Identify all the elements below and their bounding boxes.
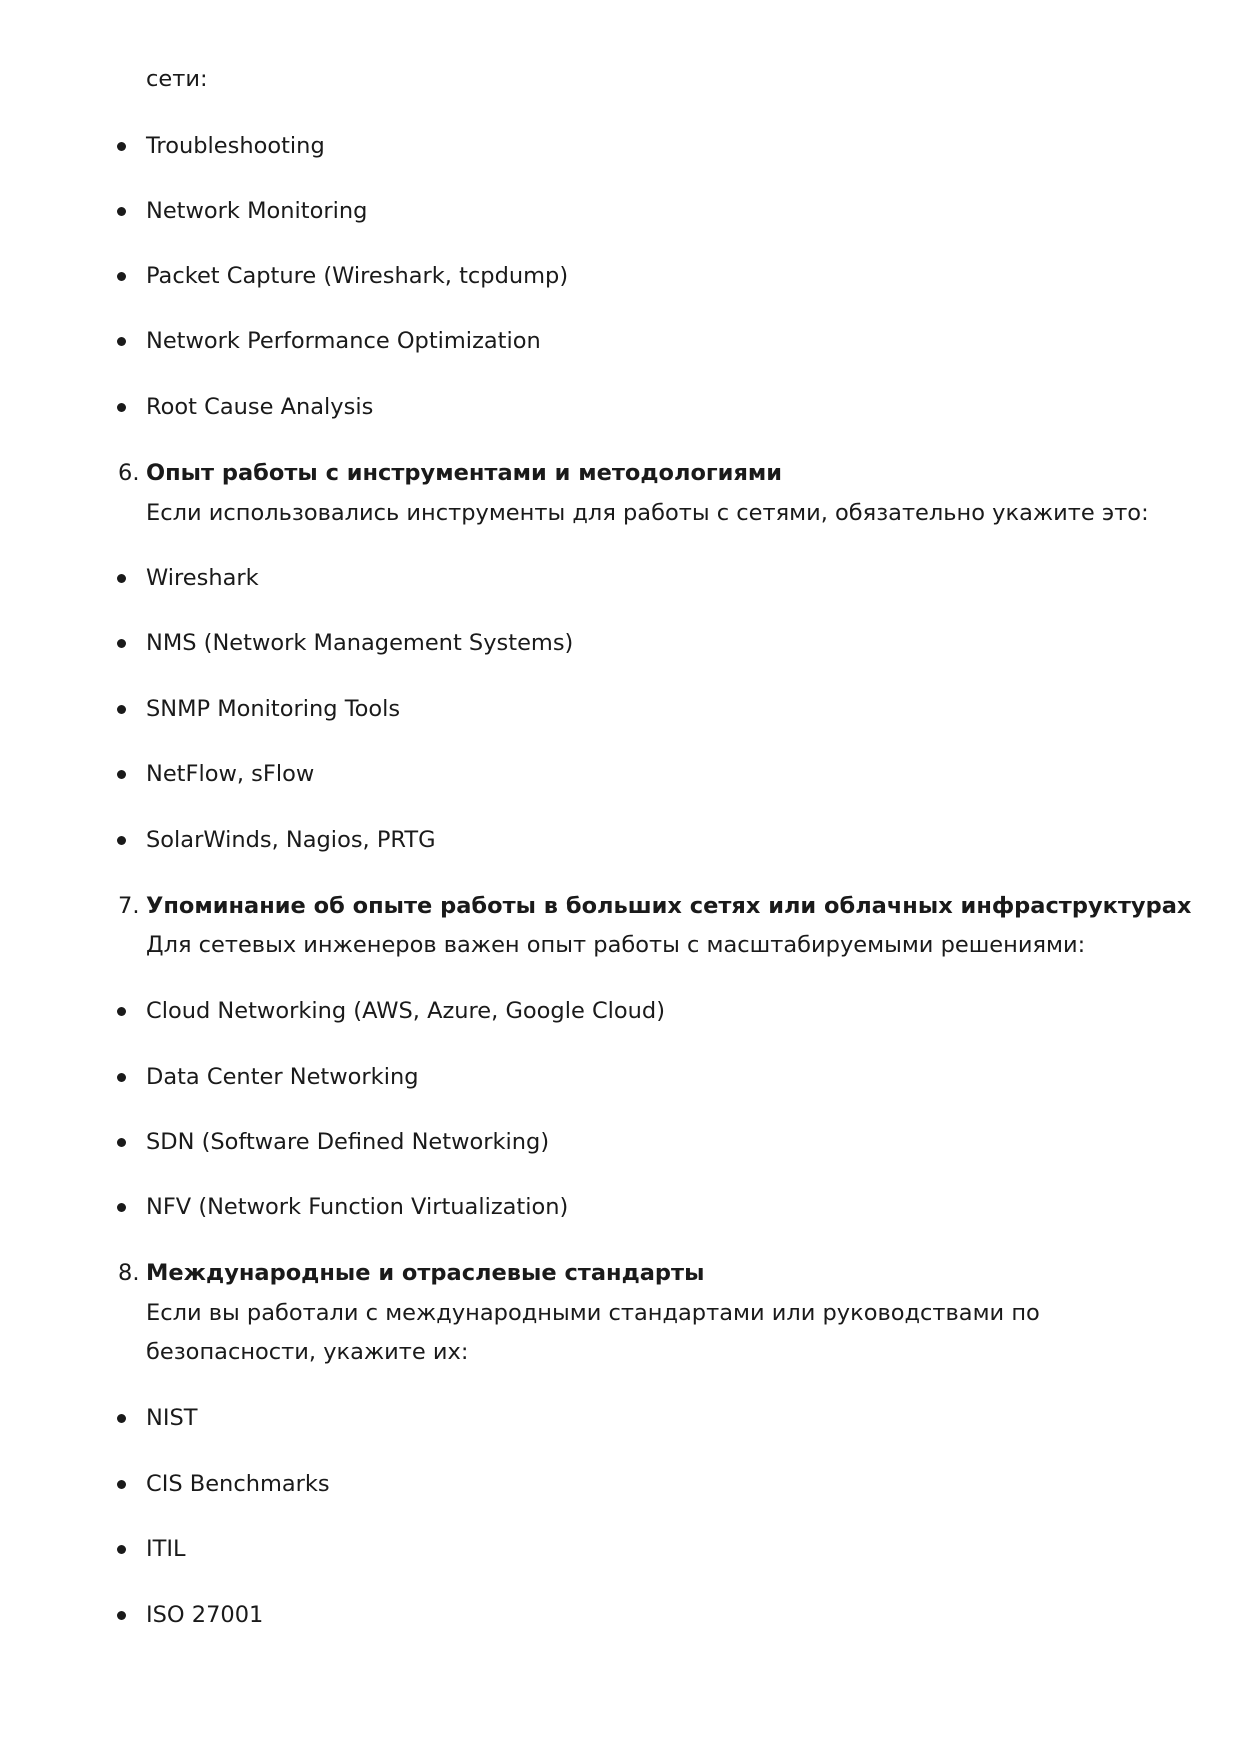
section-description: Если вы работали с международными стандартами или руководствами по	[146, 1300, 1040, 1326]
bullet-icon	[117, 207, 126, 216]
bullet-icon	[117, 1007, 126, 1016]
list-item: SNMP Monitoring Tools	[146, 696, 401, 722]
list-item: ISO 27001	[146, 1602, 264, 1628]
bullet-icon	[117, 1138, 126, 1147]
bullet-icon	[117, 770, 126, 779]
bullet-icon	[117, 1545, 126, 1554]
list-number: 6.	[118, 460, 140, 486]
section-heading: Опыт работы с инструментами и методологиями	[146, 460, 783, 486]
list-item: Cloud Networking (AWS, Azure, Google Cloud)	[146, 998, 665, 1024]
list-item: Wireshark	[146, 565, 259, 591]
list-item: NFV (Network Function Virtualization)	[146, 1194, 569, 1220]
bullet-icon	[117, 836, 126, 845]
list-item: Network Monitoring	[146, 198, 368, 224]
bullet-icon	[117, 272, 126, 281]
bullet-icon	[117, 1414, 126, 1423]
paragraph-tail: сети:	[146, 66, 208, 92]
section-description: безопасности, укажите их:	[146, 1339, 469, 1365]
section-description: Для сетевых инженеров важен опыт работы с масштабируемыми решениями:	[146, 932, 1086, 958]
bullet-icon	[117, 1073, 126, 1082]
section-heading: Международные и отраслевые стандарты	[146, 1260, 705, 1286]
bullet-icon	[117, 639, 126, 648]
list-item: NMS (Network Management Systems)	[146, 630, 574, 656]
list-item: NIST	[146, 1405, 198, 1431]
list-item: SolarWinds, Nagios, PRTG	[146, 827, 436, 853]
bullet-icon	[117, 705, 126, 714]
list-item: ITIL	[146, 1536, 186, 1562]
list-item: Troubleshooting	[146, 133, 325, 159]
bullet-icon	[117, 1480, 126, 1489]
list-item: Root Cause Analysis	[146, 394, 374, 420]
bullet-icon	[117, 403, 126, 412]
list-item: Network Performance Optimization	[146, 328, 541, 354]
list-number: 8.	[118, 1260, 140, 1286]
list-number: 7.	[118, 893, 140, 919]
bullet-icon	[117, 142, 126, 151]
bullet-icon	[117, 1203, 126, 1212]
bullet-icon	[117, 574, 126, 583]
bullet-icon	[117, 337, 126, 346]
list-item: Data Center Networking	[146, 1064, 419, 1090]
list-item: SDN (Software Defined Networking)	[146, 1129, 550, 1155]
bullet-icon	[117, 1611, 126, 1620]
list-item: CIS Benchmarks	[146, 1471, 330, 1497]
list-item: NetFlow, sFlow	[146, 761, 315, 787]
section-description: Если использовались инструменты для работы с сетями, обязательно укажите это:	[146, 500, 1149, 526]
list-item: Packet Capture (Wireshark, tcpdump)	[146, 263, 569, 289]
section-heading: Упоминание об опыте работы в больших сетях или облачных инфраструктурах	[146, 893, 1192, 919]
